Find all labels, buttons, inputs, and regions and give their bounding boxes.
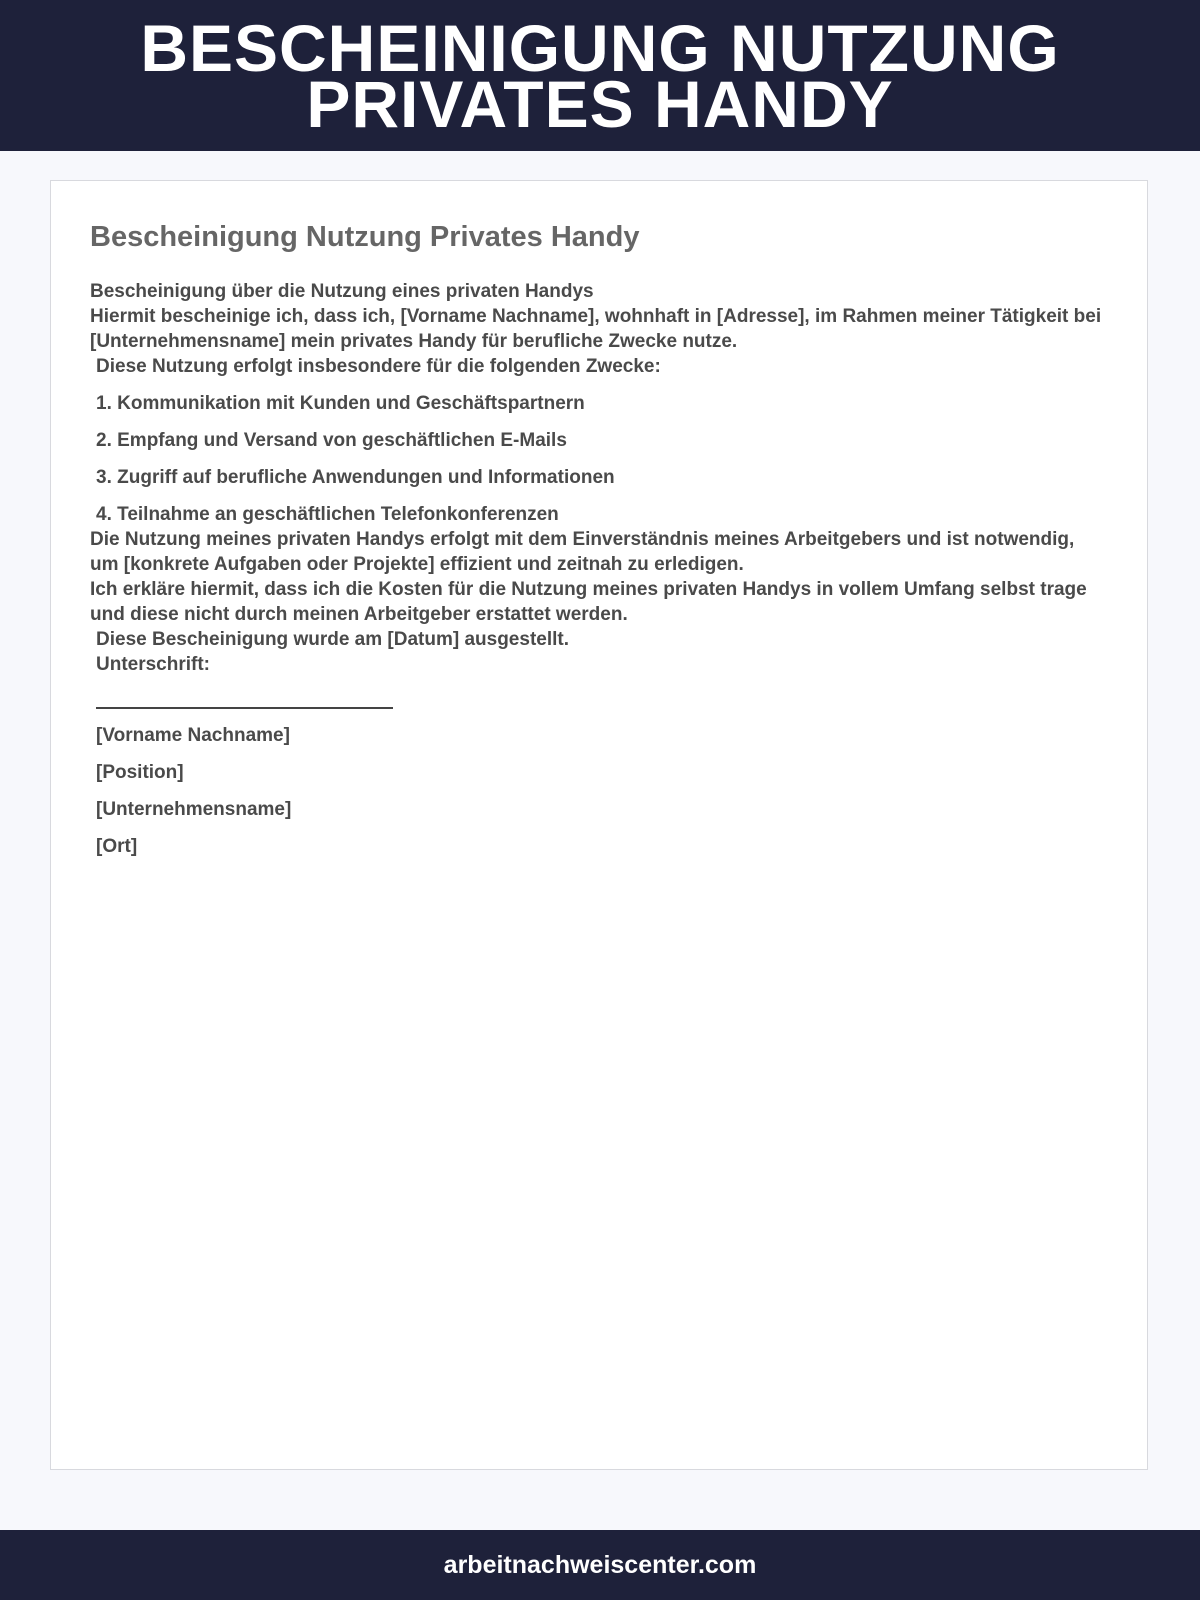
purposes-intro: Diese Nutzung erfolgt insbesondere für die folgenden Zwecke: bbox=[96, 356, 661, 377]
document-subtitle: Bescheinigung über die Nutzung eines privaten Handys bbox=[90, 281, 594, 302]
consent-paragraph: Die Nutzung meines privaten Handys erfolgt mit dem Einverständnis meines Arbeitgebers und ist notwendig, um [konkrete Aufgaben oder Projekte] effizient und zeitnah zu erledigen. bbox=[90, 529, 1075, 575]
signer-position: [Position] bbox=[96, 762, 184, 783]
list-item: 2. Empfang und Versand von geschäftlichen E-Mails bbox=[96, 430, 567, 451]
footer bbox=[0, 1530, 1200, 1600]
intro-paragraph: Hiermit bescheinige ich, dass ich, [Vorname Nachname], wohnhaft in [Adresse], im Rahmen meiner Tätigkeit bei [Unternehmensname] mein privates Handy für berufliche Zwecke nutze. bbox=[90, 306, 1102, 352]
document-heading: Bescheinigung Nutzung Privates Handy bbox=[90, 221, 640, 253]
signer-name: [Vorname Nachname] bbox=[96, 725, 290, 746]
signature-label: Unterschrift: bbox=[96, 654, 211, 675]
document-body bbox=[90, 219, 1107, 871]
top-banner bbox=[0, 0, 1200, 151]
signer-location: [Ort] bbox=[96, 836, 138, 857]
list-item: 3. Zugriff auf berufliche Anwendungen und Informationen bbox=[96, 467, 615, 488]
banner-title: BESCHEINIGUNG NUTZUNG PRIVATES HANDY bbox=[140, 10, 1060, 141]
signer-block bbox=[90, 723, 1107, 859]
signer-company: [Unternehmensname] bbox=[96, 799, 292, 820]
costs-paragraph: Ich erkläre hiermit, dass ich die Kosten für die Nutzung meines privaten Handys in vollem Umfang selbst trage und diese nicht durch meinen Arbeitgeber erstattet werden. bbox=[90, 579, 1087, 625]
document-card bbox=[50, 180, 1148, 1470]
issued-date-line: Diese Bescheinigung wurde am [Datum] ausgestellt. bbox=[96, 629, 569, 650]
footer-site-link[interactable]: arbeitnachweiscenter.com bbox=[443, 1550, 757, 1579]
list-item: 4. Teilnahme an geschäftlichen Telefonkonferenzen bbox=[96, 504, 559, 525]
purposes-list bbox=[90, 391, 1107, 527]
list-item: 1. Kommunikation mit Kunden und Geschäftspartnern bbox=[96, 393, 585, 414]
signature-line bbox=[96, 707, 393, 709]
